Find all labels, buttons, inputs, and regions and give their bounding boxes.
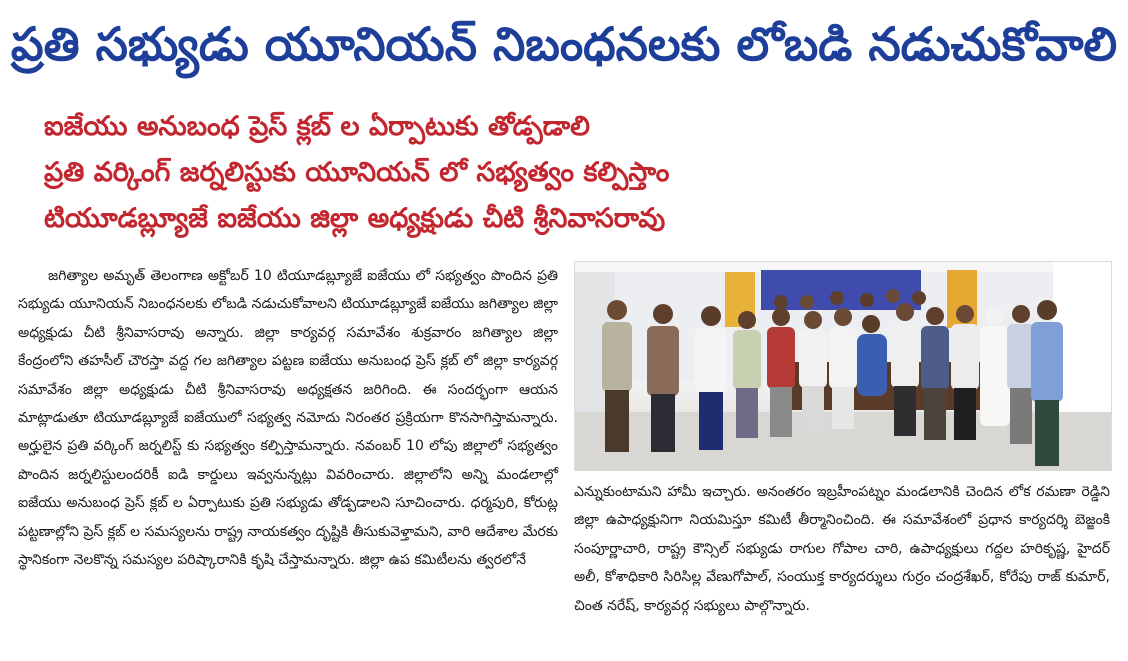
subheadings: [44, 104, 1104, 242]
subheading-2: ప్రతి వర్కింగ్ జర్నలిస్టుకు యూనియన్ లో సభ్యత్వం కల్పిస్తాం: [44, 157, 670, 188]
article-left-column: [18, 262, 558, 574]
group-photo-illustration: [575, 262, 1111, 470]
article-right-text: ఎన్నుకుంటామని హామీ ఇచ్చారు. అనంతరం ఇబ్రహీంపట్నం మండలానికి చెందిన లోక రమణా రెడ్డిని జిల్లా ఉపాధ్యక్షునిగా నియమిస్తూ కమిటీ తీర్మానించింది. ఈ సమావేశంలో ప్రధాన కార్యదర్శి బెజ్జంకి సంపూర్ణాచారి, రాష్ట్ర కౌన్సిల్ సభ్యుడు రాగుల గోపాల చారి, ఉపాధ్యక్షులు గద్దల హరికృష్ణ, హైదర్ అలీ, కోశాధికారి సిరిసిల్ల వేణుగోపాల్, సంయుక్త కార్యదర్శులు గుర్రం చంద్రశేఖర్, కోరేపు రాజ్ కుమార్, చింత నరేష్, కార్యవర్గ సభ్యులు పాల్గొన్నారు.: [574, 484, 1110, 614]
article-left-text: జగిత్యాల అమృత్ తెలంగాణ అక్టోబర్ 10 టియూడబ్ల్యూజే ఐజేయు లో సభ్యత్వం పొందిన ప్రతి సభ్యుడు యూనియన్ నిబంధనలకు లోబడి నడుచుకోవాలని టియూడబ్ల్యూజే ఐజేయు జగిత్యాల జిల్లా అధ్యక్షుడు చీటి శ్రీనివాసరావు అన్నారు. జిల్లా కార్యవర్గ సమావేశం శుక్రవారం జగిత్యాల జిల్లా కేంద్రంలోని తహసీల్ చౌరస్తా వద్ద గల జగిత్యాల పట్టణ ఐజేయు అనుబంధ ప్రెస్ క్లబ్ లో జిల్లా కార్యవర్గ సమావేశం జిల్లా అధ్యక్షుడు చీటి శ్రీనివాసరావు అధ్యక్షతన జరిగింది. ఈ సందర్భంగా ఆయన మాట్లాడుతూ టియూడబ్ల్యూజే ఐజేయులో సభ్యత్వ నమోదు నిరంతర ప్రక్రియగా కొనసాగిస్తామన్నారు. అర్హులైన ప్రతి వర్కింగ్ జర్నలిస్ట్ కు సభ్యత్వం కల్పిస్తామన్నారు. నవంబర్ 10 లోపు జిల్లాలో సభ్యత్వం పొందిన జర్నలిస్టులందరికీ ఐడి కార్డులు ఇవ్వనున్నట్లు వివరించారు. జిల్లాలోని అన్ని మండలాల్లో ఐజేయు అనుబంధ ప్రెస్ క్లబ్ ల ఏర్పాటుకు ప్రతి సభ్యుడు తోడ్పడాలని సూచించారు. ధర్మపురి, కోరుట్ల పట్టణాల్లోని ప్రెస్ క్లబ్ ల సమస్యలను రాష్ట్ర నాయకత్వం దృష్టికి తీసుకువెళ్తామని, వారి ఆదేశాల మేరకు స్థానికంగా నెలకొన్న సమస్యల పరిష్కారానికి కృషి చేస్తామన్నారు. జిల్లా ఉప కమిటీలను త్వరలోనే: [18, 268, 558, 569]
subheading-3: టియూడబ్ల్యూజే ఐజేయు జిల్లా అధ్యక్షుడు చీటి శ్రీనివాసరావు: [44, 203, 666, 234]
headline: ప్రతి సభ్యుడు యూనియన్ నిబంధనలకు లోబడి నడుచుకోవాలి: [10, 17, 1118, 71]
group-photo: [574, 261, 1112, 471]
subheading-1: ఐజేయు అనుబంధ ప్రెస్ క్లబ్ ల ఏర్పాటుకు తోడ్పడాలి: [44, 111, 590, 142]
article-right-column: [574, 478, 1110, 620]
